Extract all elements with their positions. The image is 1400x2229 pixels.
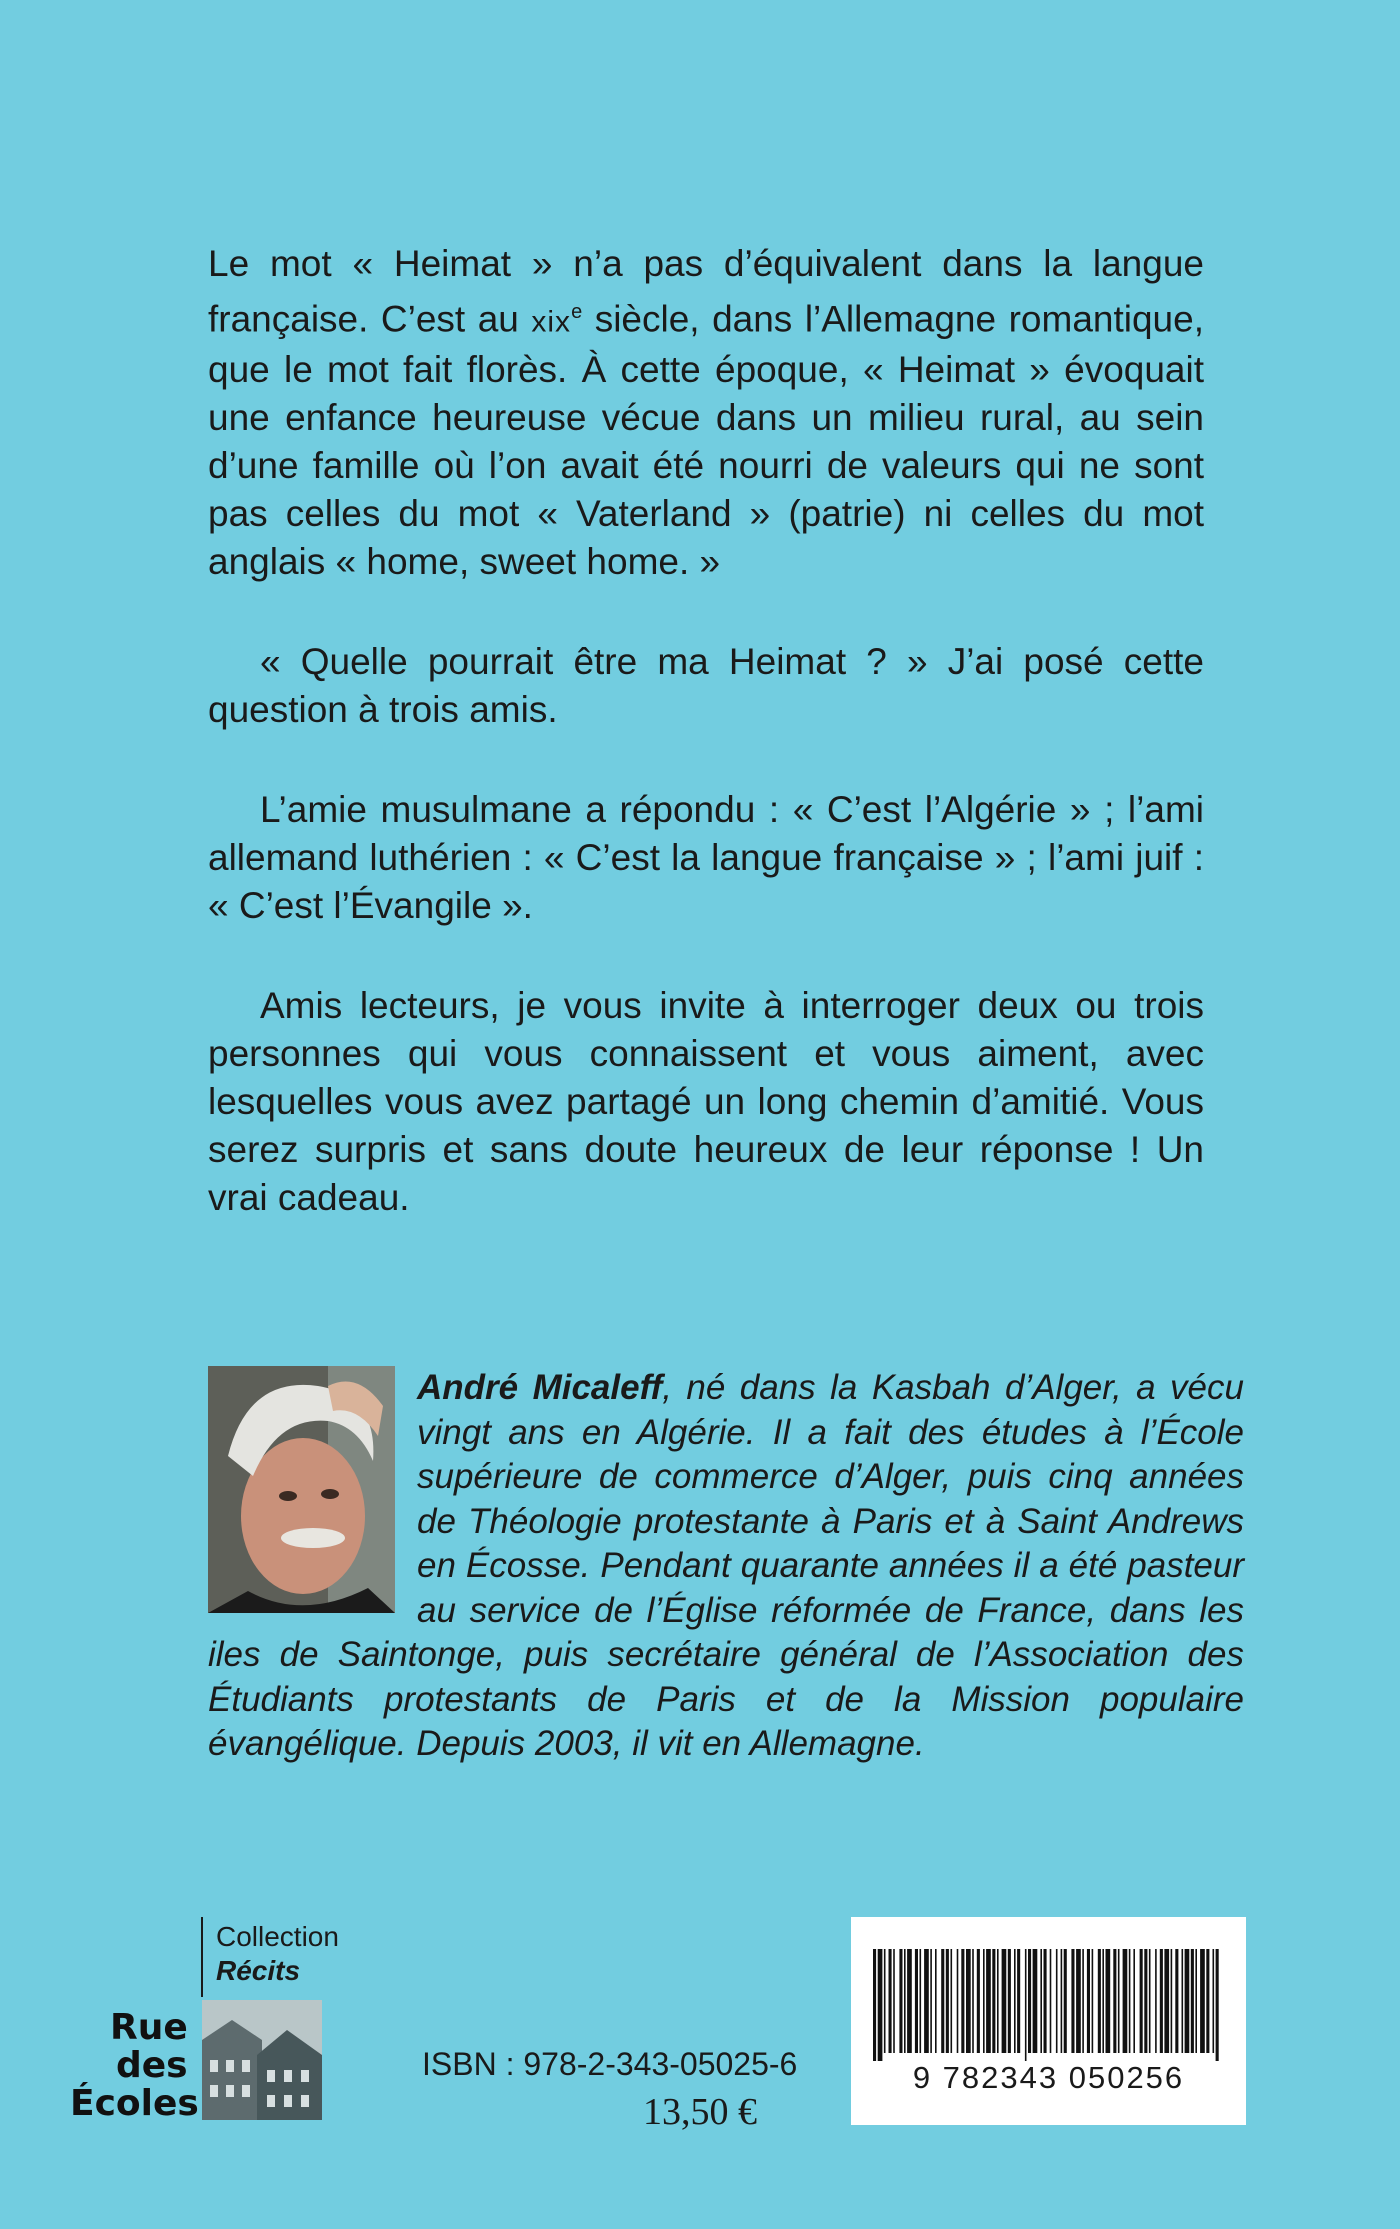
author-portrait-image	[208, 1366, 395, 1613]
author-bio-text: , né dans la Kasbah d’Alger, a vécu vingt ans en Algérie. Il a fait des études à l’École supérieure de commerce d’Alger, puis cinq années de Théologie protestante à Paris et à Saint Andrews en Écosse. Pendant quarante années il a été pasteur au service de l’Église réformée de France, dans les iles de Saintonge, puis secrétaire général de l’Association des Étudiants protestants de Paris et de la Mission populaire évangélique. Depuis 2003, il vit en Allemagne.	[208, 1368, 1244, 1763]
summary-paragraph-3: L’amie musulmane a répondu : « C’est l’Algérie » ; l’ami allemand luthérien : « C’est la langue française » ; l’ami juif : « C’est l’Évangile ».	[208, 789, 1204, 927]
barcode-bar	[1033, 1949, 1038, 2053]
barcode-bar	[983, 1949, 985, 2053]
barcode-bar	[1133, 1949, 1135, 2053]
barcode-bar	[1008, 1949, 1011, 2053]
barcode-bar	[992, 1949, 995, 2053]
barcode-bar	[1140, 1949, 1143, 2053]
barcode-bar	[1118, 1949, 1120, 2053]
barcode-bar	[884, 1949, 886, 2053]
collection-divider	[201, 1917, 203, 1997]
price-text: 13,50 €	[643, 2091, 757, 2133]
barcode-bar	[1040, 1949, 1042, 2053]
barcode-bar	[1185, 1949, 1190, 2053]
barcode-bar	[957, 1949, 959, 2053]
barcode-bar	[1195, 1949, 1197, 2053]
publisher-logo-text: Rue des Écoles	[70, 2007, 199, 2124]
barcode-bar	[1082, 1949, 1084, 2053]
barcode-bar	[986, 1949, 991, 2053]
barcode-bar	[873, 1949, 876, 2061]
barcode-bar	[1044, 1949, 1047, 2053]
collection-name: Récits	[216, 1955, 301, 1986]
barcode-bar	[924, 1949, 929, 2053]
barcode-bar	[1064, 1949, 1067, 2053]
barcode-bar	[1061, 1949, 1063, 2053]
barcode-bar	[961, 1949, 964, 2053]
summary-paragraph-2: « Quelle pourrait être ma Heimat ? » J’ai posé cette question à trois amis.	[208, 641, 1204, 731]
barcode-bar	[1213, 1949, 1215, 2053]
barcode-bar	[899, 1949, 902, 2053]
barcode-bar	[1216, 1949, 1219, 2061]
barcode-bar	[1144, 1949, 1147, 2053]
barcode-bar	[1129, 1949, 1131, 2053]
barcode-bar	[1014, 1949, 1016, 2053]
barcode-bar	[1106, 1949, 1111, 2053]
barcode-bar	[941, 1949, 944, 2053]
barcode-bar	[915, 1949, 918, 2053]
rooftops-image	[202, 2000, 322, 2120]
barcode-bar	[1155, 1949, 1157, 2053]
barcode-bar	[935, 1949, 937, 2053]
barcode-digits: 9 782343 050256	[912, 2060, 1185, 2095]
summary-paragraph-1: Le mot « Heimat » n’a pas d’équivalent dans la langue française. C’est au xix$^e$ siècle, dans l’Allemagne romantique, que le mot fait florès. À cette époque, « Heimat » évoquait une enfance heureuse vécue dans un milieu rural, au sein d’une famille où l’on avait été nourri de valeurs qui ne sont pas celles du mot « Vaterland » (patrie) ni celles du mot anglais « home, sweet home. »	[208, 243, 1204, 583]
barcode-bar	[930, 1949, 932, 2053]
author-biography	[208, 1366, 1244, 1767]
barcode-bar	[1087, 1949, 1090, 2053]
barcode-bar	[977, 1949, 980, 2053]
barcode-bar	[1182, 1949, 1184, 2053]
barcode-bar	[997, 1949, 999, 2053]
barcode-bar	[1160, 1949, 1163, 2053]
barcode-bar	[946, 1949, 949, 2053]
barcode-bar	[889, 1949, 892, 2053]
barcode-bar	[893, 1949, 895, 2053]
barcode-bar	[972, 1949, 974, 2053]
barcode-bar	[1050, 1949, 1052, 2053]
barcode-bar	[1025, 1949, 1027, 2061]
barcode-bar	[1206, 1949, 1209, 2053]
barcode-bar	[1076, 1949, 1081, 2053]
barcode-bar	[1056, 1949, 1058, 2053]
collection-block	[70, 1917, 370, 2127]
author-name: André Micaleff	[417, 1368, 663, 1407]
barcode-bar	[1092, 1949, 1094, 2053]
barcode-bar	[1017, 1949, 1020, 2053]
summary-paragraph-4: Amis lecteurs, je vous invite à interroger deux ou trois personnes qui vous connaissent et vous aiment, avec lesquelles vous avez partagé un long chemin d’amitié. Vous serez surpris et sans doute heureux de leur réponse ! Un vrai cadeau.	[208, 985, 1204, 1219]
barcode-bar	[904, 1949, 906, 2053]
barcode-bar	[1164, 1949, 1169, 2053]
barcode-bar	[1028, 1949, 1031, 2053]
barcode-image	[873, 1949, 1223, 2061]
barcode-bar	[966, 1949, 971, 2053]
barcode-bar	[907, 1949, 912, 2053]
barcode-bar	[1071, 1949, 1074, 2053]
barcode-bar	[1200, 1949, 1205, 2053]
barcode-bar	[1002, 1949, 1007, 2053]
barcode-bar	[878, 1949, 883, 2061]
barcode-bar	[1123, 1949, 1128, 2053]
barcode-bar	[1149, 1949, 1151, 2053]
barcode-bar	[1171, 1949, 1173, 2053]
barcode-bar	[1098, 1949, 1101, 2053]
collection-label: Collection	[216, 1921, 339, 1952]
barcode-bar	[951, 1949, 953, 2053]
barcode-bar	[1191, 1949, 1194, 2053]
barcode-box	[851, 1917, 1246, 2125]
barcode-bar	[1175, 1949, 1178, 2053]
summary-text	[208, 240, 1204, 1274]
isbn-text: ISBN : 978-2-343-05025-6	[422, 2046, 798, 2082]
author-photo	[208, 1366, 395, 1613]
barcode-bar	[1102, 1949, 1104, 2053]
barcode-bar	[920, 1949, 922, 2053]
barcode-bar	[1113, 1949, 1116, 2053]
